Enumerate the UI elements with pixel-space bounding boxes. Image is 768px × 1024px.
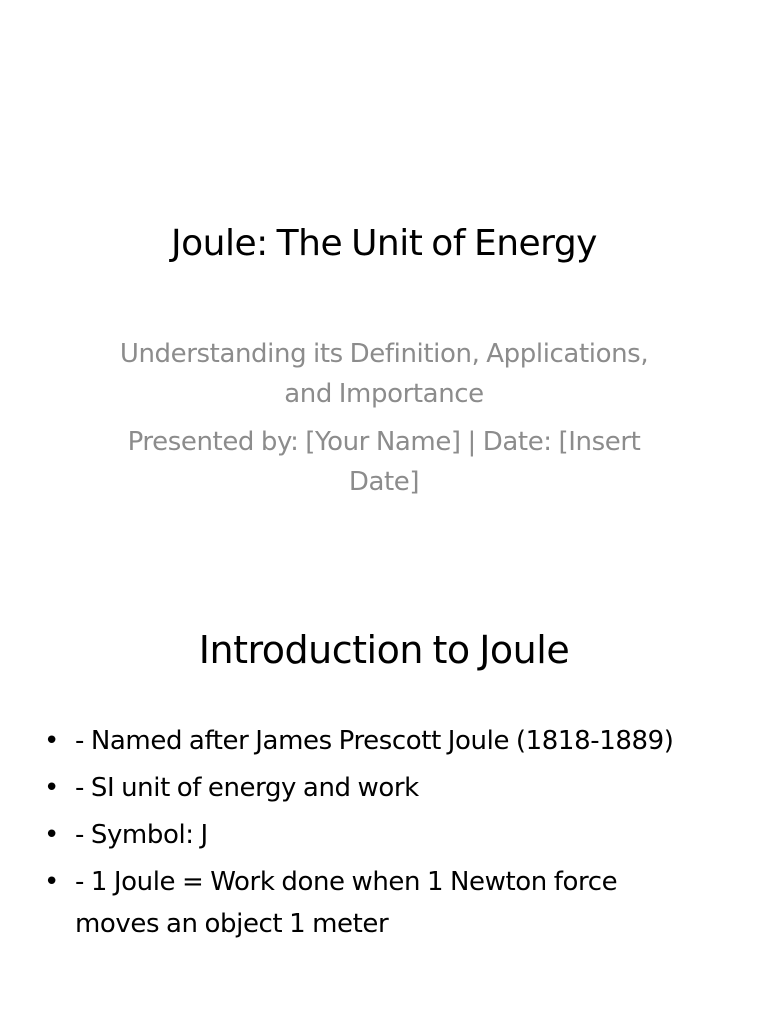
bullet-text: - 1 Joule = Work done when 1 Newton force moves an object 1 meter [75,867,618,939]
bullet-item [44,814,694,856]
slide-subtitle [110,334,658,502]
bullet-item [44,767,694,809]
bullet-text: - Symbol: J [75,820,208,850]
bullet-text: - Named after James Prescott Joule (1818-1889) [75,726,674,756]
subtitle-line: Presented by: [Your Name] | Date: [Insert Date] [127,427,641,497]
slide-title: Joule: The Unit of Energy [171,223,597,264]
bullet-text: - SI unit of energy and work [75,773,419,803]
bullet-marker: • [44,820,59,850]
bullet-marker: • [44,726,59,756]
slide-title: Introduction to Joule [198,628,570,672]
subtitle-line: Understanding its Definition, Applications, and Importance [119,339,649,409]
content-slide [0,576,768,1024]
bullet-marker: • [44,773,59,803]
bullet-list [44,720,694,950]
bullet-marker: • [44,867,59,897]
bullet-item [44,720,694,762]
bullet-item [44,861,694,945]
